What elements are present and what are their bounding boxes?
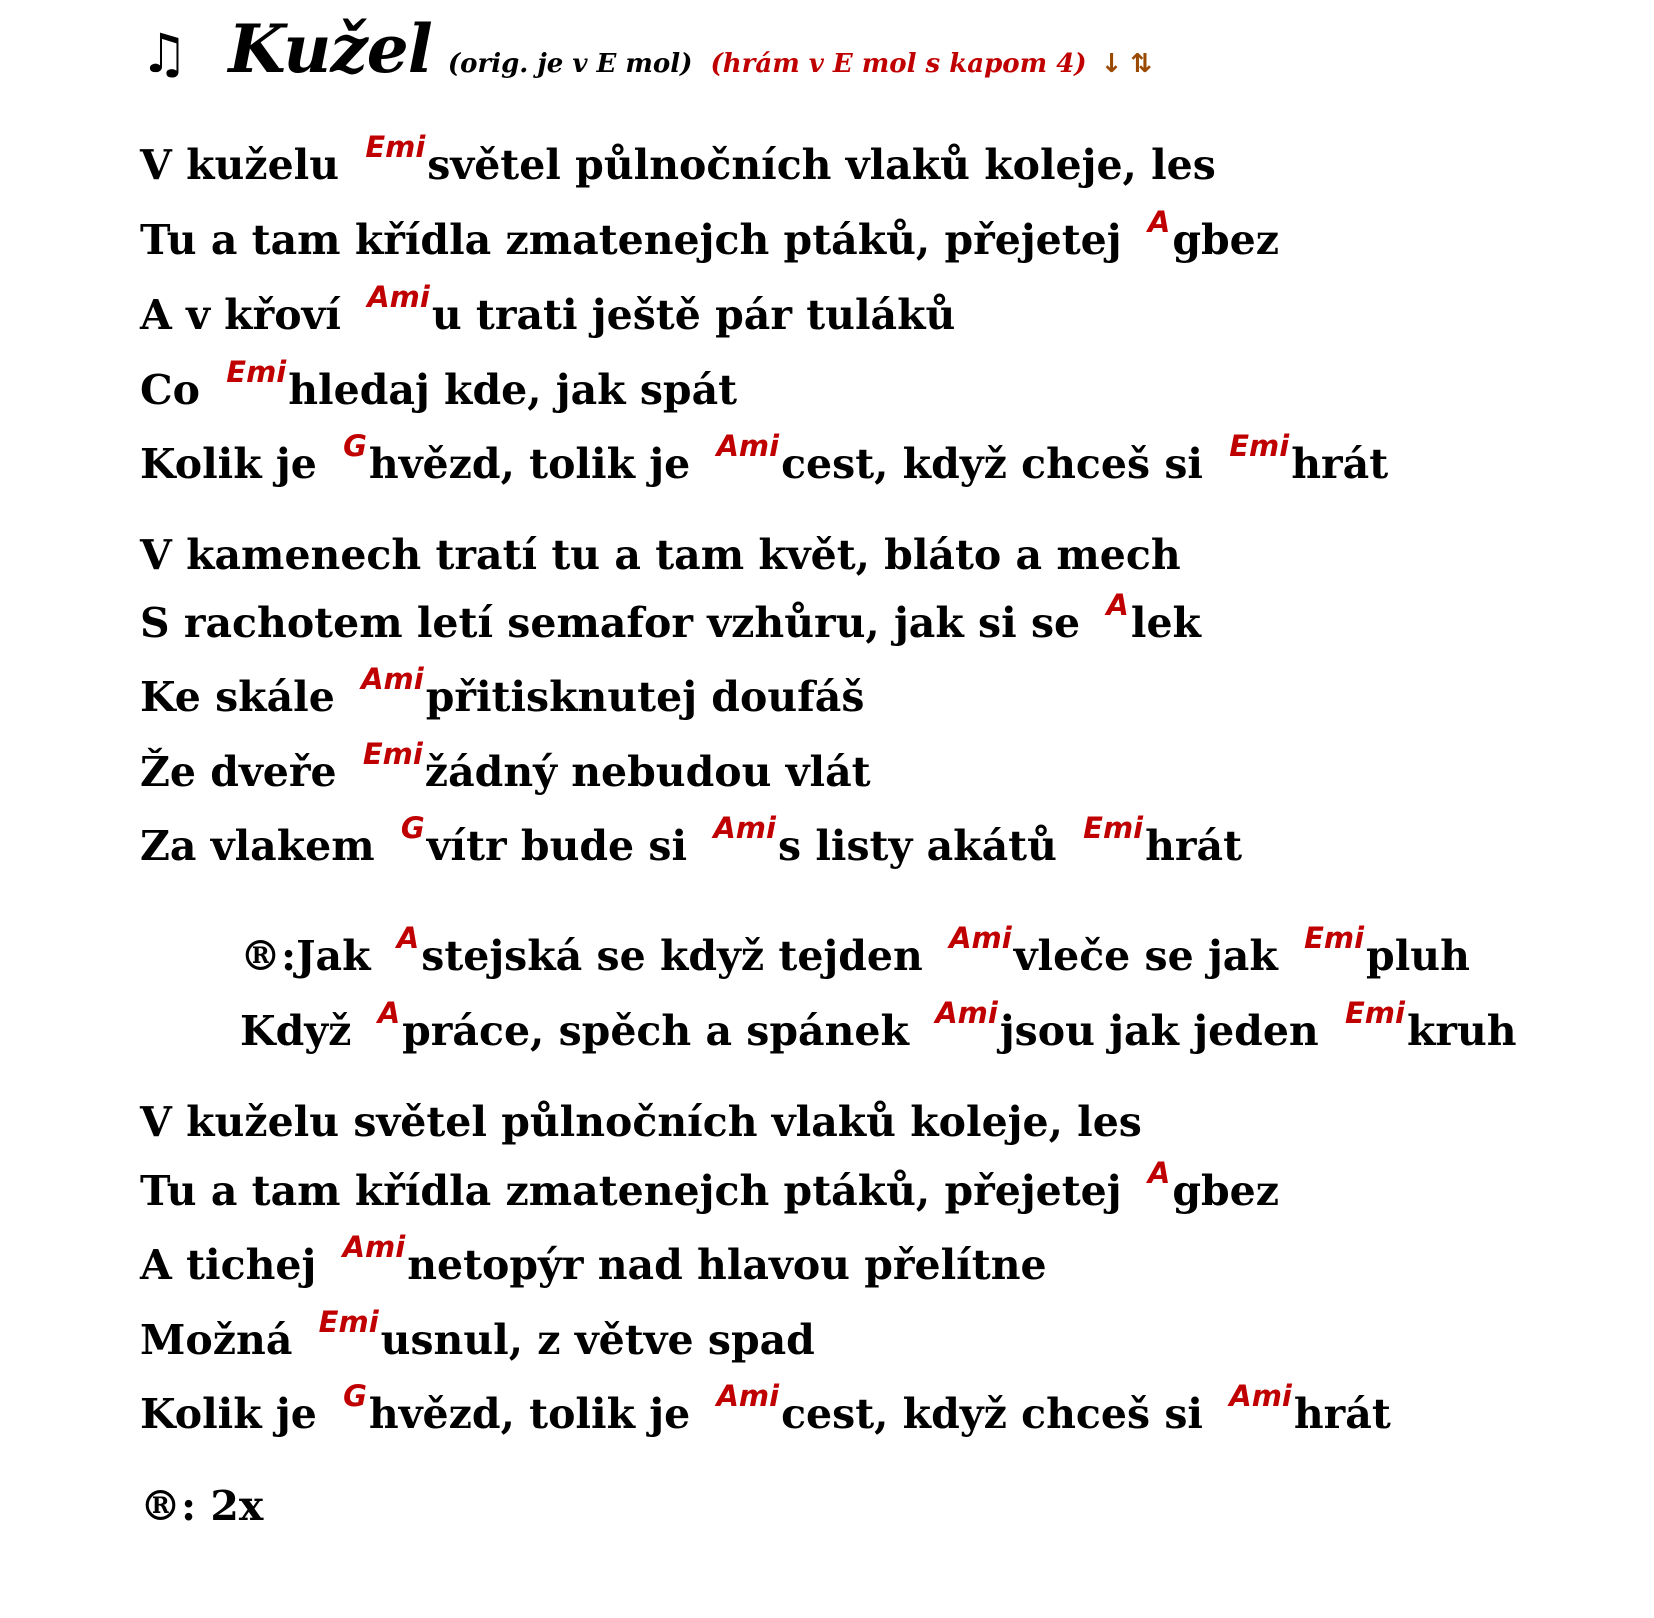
lyric-text: Tu a tam křídla zmatenejch ptáků, přejetej <box>140 216 1136 264</box>
lyric-text: hledaj kde, jak spát <box>288 366 738 414</box>
transpose-down-icon[interactable]: ↓ <box>1100 49 1123 79</box>
lyric-text: Že dveře <box>140 748 351 796</box>
lyric-text: S rachotem letí semafor vzhůru, jak si se <box>140 599 1095 647</box>
chord: A <box>1147 1156 1171 1190</box>
lyric-text: hrát <box>1145 822 1243 870</box>
chord: A <box>1147 205 1171 239</box>
lyric-line <box>140 588 1201 647</box>
lyric-text: usnul, z větve spad <box>380 1316 815 1364</box>
lyric-text: stejská se když tejden <box>421 932 938 980</box>
lyric-line <box>140 1379 1391 1438</box>
song-header <box>140 10 1152 90</box>
lyric-text: světel půlnočních vlaků koleje, les <box>427 141 1216 189</box>
chord: A <box>377 996 401 1030</box>
lyric-text: hvězd, tolik je <box>368 440 705 488</box>
lyric-text: Kolik je <box>140 440 332 488</box>
capo-note: (hrám v E mol s kapom 4) <box>710 49 1087 79</box>
lyric-text: hvězd, tolik je <box>368 1390 705 1438</box>
chord: A <box>1106 588 1129 622</box>
lyric-line <box>140 355 738 414</box>
lyric-text: přitisknutej doufáš <box>425 673 865 721</box>
lyric-text: V kuželu světel půlnočních vlaků koleje, les <box>140 1098 1142 1146</box>
lyric-text: V kuželu <box>140 141 354 189</box>
lyric-text: gbez <box>1172 1167 1280 1215</box>
lyric-text: A tichej <box>140 1241 331 1289</box>
lyric-text: s listy akátů <box>777 822 1072 870</box>
chord: G <box>343 1379 367 1413</box>
lyric-text: Kolik je <box>140 1390 332 1438</box>
lyric-text: A v křoví <box>140 291 356 339</box>
chord: Emi <box>1345 996 1405 1030</box>
lyric-text: hrát <box>1293 1390 1391 1438</box>
chord: Emi <box>318 1305 379 1339</box>
lyric-text: jsou jak jeden <box>999 1007 1333 1055</box>
lyric-text: cest, když chceš si <box>781 1390 1218 1438</box>
chord: Ami <box>935 996 998 1030</box>
chord: Ami <box>949 921 1012 955</box>
lyric-text: žádný nebudou vlát <box>424 748 871 796</box>
lyric-text: Co <box>140 366 215 414</box>
chord: Emi <box>1229 429 1290 463</box>
lyric-text: cest, když chceš si <box>781 440 1218 488</box>
chord: Ami <box>367 280 430 314</box>
song-title: Kužel <box>228 10 432 88</box>
lyric-line <box>140 1098 1142 1146</box>
lyric-text: pluh <box>1366 932 1470 980</box>
chord: Emi <box>362 737 423 771</box>
lyric-line <box>140 280 956 339</box>
chorus-line <box>240 996 1517 1055</box>
chord: Emi <box>226 355 287 389</box>
chorus-line <box>240 921 1470 980</box>
lyric-text: Tu a tam křídla zmatenejch ptáků, přejetej <box>140 1167 1136 1215</box>
chord: Ami <box>342 1230 406 1264</box>
chord: Ami <box>716 1379 780 1413</box>
lyric-text: ®:Jak <box>240 932 385 980</box>
lyric-line <box>140 1305 815 1364</box>
chord: A <box>396 921 420 955</box>
lyric-line <box>140 531 1181 579</box>
lyric-line <box>140 737 871 796</box>
chord: Emi <box>1304 921 1365 955</box>
chord: Ami <box>1229 1379 1292 1413</box>
lyric-text: Ke skále <box>140 673 350 721</box>
lyric-text: vleče se jak <box>1013 932 1293 980</box>
lyric-line <box>140 205 1280 264</box>
lyric-text: Možná <box>140 1316 307 1364</box>
chord: G <box>400 811 425 845</box>
chord: G <box>343 429 367 463</box>
lyric-line <box>140 429 1389 488</box>
lyric-text: hrát <box>1291 440 1389 488</box>
lyric-text: ®: 2x <box>140 1482 264 1530</box>
lyric-text: vítr bude si <box>426 822 702 870</box>
chord: Ami <box>713 811 776 845</box>
chord: Emi <box>365 130 426 164</box>
lyric-text: V kamenech tratí tu a tam květ, bláto a mech <box>140 531 1181 579</box>
chord: Ami <box>716 429 780 463</box>
lyric-text: Když <box>240 1007 366 1055</box>
lyric-text: u trati ještě pár tuláků <box>431 291 956 339</box>
lyric-text: netopýr nad hlavou přelítne <box>407 1241 1047 1289</box>
lyric-line <box>140 1230 1047 1289</box>
lyric-text: gbez <box>1172 216 1280 264</box>
lyric-text: Za vlakem <box>140 822 389 870</box>
lyric-text: kruh <box>1406 1007 1517 1055</box>
transpose-toggle-icon[interactable]: ⇅ <box>1130 49 1153 79</box>
chorus-repeat-marker <box>140 1482 264 1530</box>
lyric-line <box>140 130 1216 189</box>
lyric-line <box>140 1156 1280 1215</box>
music-note-icon: ♫ <box>140 22 189 85</box>
chord: Ami <box>361 662 424 696</box>
chord: Emi <box>1083 811 1144 845</box>
lyric-line <box>140 662 865 721</box>
lyric-line <box>140 811 1243 870</box>
lyric-text: lek <box>1130 599 1201 647</box>
lyric-text: práce, spěch a spánek <box>402 1007 924 1055</box>
original-key-note: (orig. je v E mol) <box>447 49 693 79</box>
